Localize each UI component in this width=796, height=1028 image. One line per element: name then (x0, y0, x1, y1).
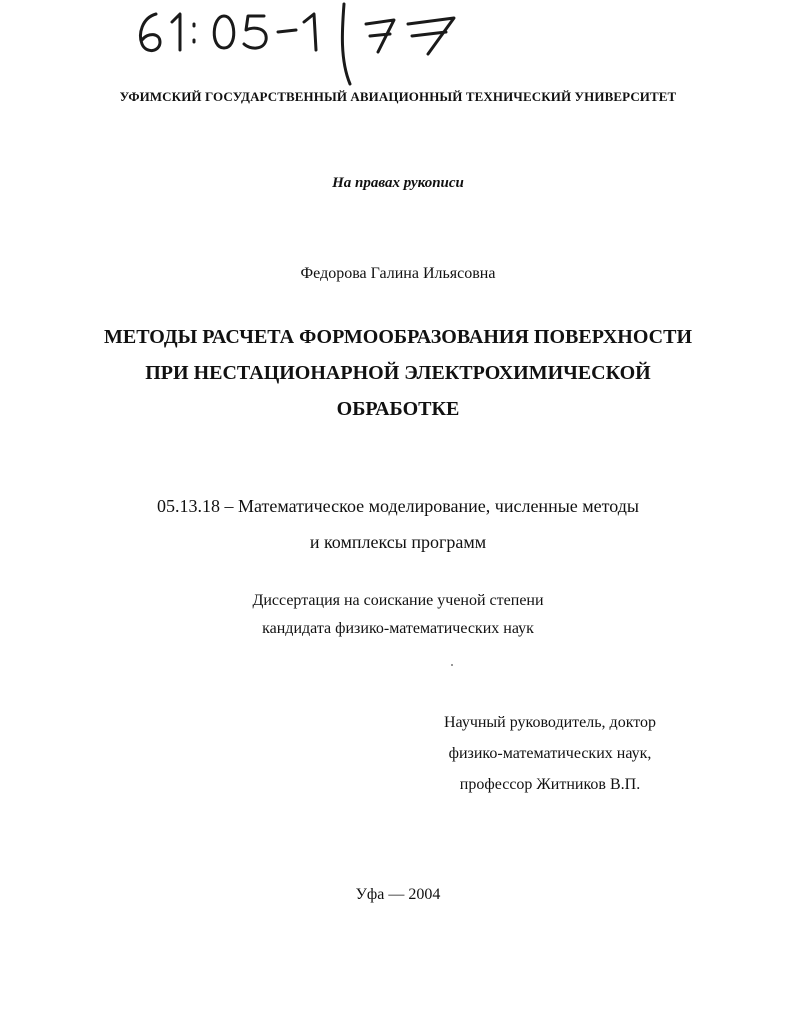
advisor-line: Научный руководитель, доктор (443, 714, 657, 731)
city-year: Уфа — 2004 (355, 886, 441, 903)
specialty-line: и комплексы программ (309, 532, 487, 552)
dissertation-title (0, 319, 796, 427)
university-name: УФИМСКИЙ ГОСУДАРСТВЕННЫЙ АВИАЦИОННЫЙ ТЕХНИЧЕСКИЙ УНИВЕРСИТЕТ (119, 89, 677, 104)
degree-statement (0, 587, 796, 643)
specialty (0, 488, 796, 560)
advisor-line: физико-математических наук, (448, 745, 652, 762)
advisor-line: профессор Житников В.П. (459, 776, 641, 793)
degree-line: Диссертация на соискание ученой степени (252, 592, 544, 609)
scan-speck (451, 664, 453, 666)
manuscript-note: На правах рукописи (332, 175, 464, 191)
scientific-advisor (400, 707, 700, 800)
degree-line: кандидата физико-математических наук (262, 620, 534, 637)
specialty-line: 05.13.18 – Математическое моделирование, численные методы (156, 496, 640, 516)
title-line: ПРИ НЕСТАЦИОНАРНОЙ ЭЛЕКТРОХИМИЧЕСКОЙ (145, 362, 651, 384)
handwritten-archive-code (128, 0, 488, 90)
author-name: Федорова Галина Ильясовна (300, 265, 496, 282)
title-line: ОБРАБОТКЕ (336, 398, 460, 420)
title-line: МЕТОДЫ РАСЧЕТА ФОРМООБРАЗОВАНИЯ ПОВЕРХНОСТИ (103, 326, 693, 348)
